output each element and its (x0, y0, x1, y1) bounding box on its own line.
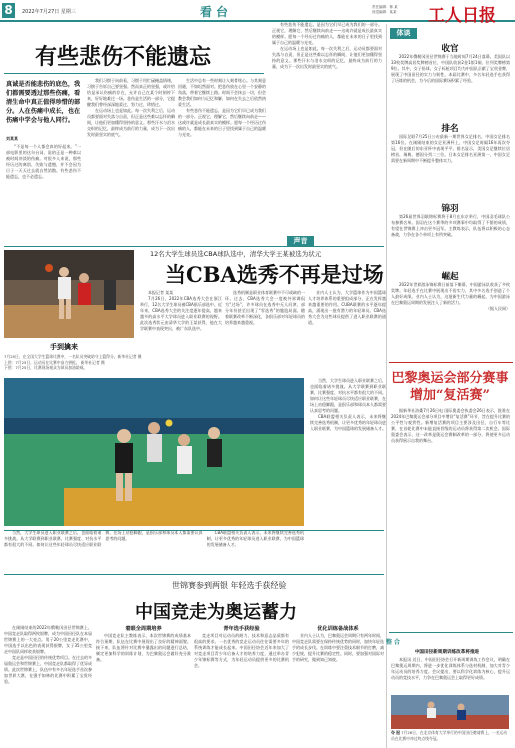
article-paragraph: 业内人士认为，巴黎奥运会周期只有两年时间，中国竞走队需要在保持传统优势的同时，加快年轻选手的成长步伐。在训练中要注重技术细节的打磨，减少犯规，提升比赛的稳定性。同时，要加强对国际对手的研究，做到知己知彼。 (292, 633, 384, 662)
brief-title: 锦羽 (441, 204, 459, 214)
article-column (178, 78, 266, 238)
article-paragraph: 本报讯 近日，中国田径协会召开新周期训练工作会议，明确在巴黎奥运周期内，将进一步优化训练体系与选材机制，加大对青少年运动员的培养力度。会议提出，要以科学化训练为核心，提升运动员的竞技水平，力争在巴黎奥运会上取得更好成绩。 (391, 657, 510, 680)
article-column (4, 625, 92, 745)
divider (389, 362, 513, 363)
main-headline: 有些悲伤不能遗忘 (35, 44, 212, 70)
section-title: 看台 (200, 5, 233, 19)
handball-photo (4, 378, 304, 526)
article-paragraph: 竞走项目对运动员的耐力、技术和意志品质都有很高的要求。一名优秀的竞走运动员往往需要多年的系统训练才能成长起来。中国田径协会近年来加大了对竞走项目青少年后备人才的培养力度，通过举办青少年锦标赛等方式，为年轻运动员提供更多的比赛机会。 (194, 633, 289, 668)
brief-title: 排名 (441, 124, 459, 134)
bottom-subhead: 世锦赛参到两银 年轻选手获经验 (172, 581, 287, 590)
article-paragraph: 有些悲伤不能遗忘，是因为它们早已成为我们的一部分。正视它，理解它，然后继续向前走——这或许就是成长最真实的模样。愿每一个经历过伤痛的人，都能在未来的日子里找到属于自己的温暖与光亮。 (272, 22, 382, 45)
brief-source: （据人民网） (486, 306, 510, 311)
article-paragraph: 业内人士认为，大学篮球作为中国篮球人才培养体系的重要组成部分，正在发挥越来越重要的作用。CUBA联赛的水平逐年提高，涌现出一批有潜力的年轻球员。CBA选秀大会为这些球员提供了进入职业联赛的通道。 (308, 290, 386, 325)
author-name: 刘某某 (6, 136, 18, 141)
article-paragraph: 中国竞走队主教练表示，本次世锦赛的成绩基本符合预期，队伍在比赛中展现出了良好的精神面貌。接下来，队伍将针对比赛中暴露出的问题进行总结，制定更加科学的训练计划，为巴黎奥运会做好充分准备。 (96, 633, 191, 662)
newspaper-logo: 工人日报 (428, 6, 496, 26)
article-paragraph: CBA联盟相关负责人表示，未来将继续完善选秀机制，让更多优秀的年轻球员进入职业联赛，为中国篮球的发展储备人才。 (310, 414, 386, 431)
article-column (292, 625, 384, 745)
olympics-headline: 巴黎奥运会部分赛事增加“复活赛” (391, 371, 509, 403)
brief-body (391, 134, 510, 198)
article-author (6, 136, 81, 236)
zhenghe-headline: 中国田径新周期训练改革将推进 (414, 650, 480, 655)
brief-title: 崛起 (441, 272, 459, 282)
brief-title: 收官 (441, 44, 459, 54)
inner-heading: 优化训练备战体系 (317, 626, 359, 632)
article-column (87, 78, 175, 238)
article-paragraph: 在运动场上也是如此。每一次失利之后，运动员都要面对失落与自责，但正是这些难以忘怀的瞬间，让他们更加懂得坚持的意义。那些汗水与泪水交织的记忆，最终成为前行的力量，成为下一次出发时最坚实的底气。 (272, 46, 382, 69)
photo-caption: 7月26日，在北京体育大学举行的中国田径邀请赛上，一名运动员在比赛中冲过终点线夺冠。 (391, 730, 508, 741)
section-tag-zhenghe: 整合 (386, 639, 403, 646)
divider (4, 246, 384, 247)
divider (4, 574, 384, 575)
inner-heading: 着眼全周期培养 (125, 626, 162, 632)
photo-caption: 7月25日，在全国大学生篮球比赛中，一名队员突破防守上篮得分。新华社记者 摄 上图：7月25日，运动员在比赛中奋力拼抢。 新华社记者 摄 下图：7月25日，比赛现场观众为球员加油助威。 (4, 354, 142, 370)
divider (389, 632, 513, 633)
brief-paragraph: 国际足联7月25日公布最新一期世界女足排名，中国女足排名第16位。在刚刚结束的女足亚洲杯上，中国女足时隔16年再次夺冠，但在随后的东亚杯中表现平平。排名显示，美国女足继续位居榜首，瑞典、德国分列二三位。日本女足排名亚洲第一，中国女足需要在新周期中不断提升整体实力。 (391, 134, 510, 163)
article-column (194, 625, 289, 745)
basketball-photo (4, 250, 134, 338)
page-number: 8 (2, 3, 15, 18)
article-paragraph: CBA联盟相关负责人表示，未来将继续完善选秀机制，让更多优秀的年轻球员进入职业联赛，为中国篮球的发展储备人才。 (206, 530, 304, 547)
article-byline: 本报记者 某某 (148, 290, 174, 295)
divider (4, 73, 264, 74)
article-column (310, 378, 386, 526)
track-photo-caption (391, 730, 510, 748)
brief-paragraph: 2022年俄勒冈田径世锦赛于当地时间7月24日落幕。美国队以33枚奖牌高居奖牌榜首位，中国队收获2金1银1铜，位列奖牌榜第9位。其中，女子铅球、女子标枪项目均为中国队贡献了宝贵金牌，展现了中国田径的实力与韧性。本届比赛中，多名年轻选手也获得了历练的机会，为今后的国际赛场积累了经验。 (391, 54, 510, 83)
issue-date: 2022年7月27日 星期三 (22, 9, 76, 15)
article-paragraph: 我们习惯于向前看，习惯于用忙碌掩盖情绪，习惯于告诉自己要坚强。然而真正的坚强，或许恰恰是承认伤痛的存在，允许自己在某个时刻停下来，好好地难过一场。悲伤是生活的一部分，它提醒我们曾经深深地爱过、努力过、珍惜过。 (87, 78, 175, 107)
lead-summary: 真诚是否能悲伤的底色，我们都需要透过那些伤痛，看清生命中真正值得珍惜的部分。人在伤痛中成长，也在伤痛中学会与他人同行。 (6, 81, 81, 124)
brief-body (391, 282, 510, 360)
article-column (140, 290, 222, 372)
photo-label: 夺 冠 (391, 730, 400, 735)
article-paragraph: 7月26日，2022年CBA选秀大会在浙江举行，12名大学生球员被CBA俱乐部选中。近年来，CBA选秀大会的关注度逐年提高，越来越多的高水平大学球员进入职业联赛的视野。此次选秀状元由清华大学的王某获得，他在大学联赛中表现突出，被广东队选中。 (140, 296, 222, 331)
brief-paragraph: 第26届世界羽联锦标赛将于8月在东京举行，中国羽毛球队公布参赛名单。国羽在这个赛季的多项赛事中均取得了不错的成绩，有望在世锦赛上冲击更多冠军。主教练表示，队伍将以积极的心态备战，力争在各个单项上有所突破。 (391, 214, 510, 237)
article-column (308, 290, 386, 372)
article-paragraph: 在运动场上也是如此。每一次失利之后，运动员都要面对失落与自责，但正是这些难以忘怀的瞬间，让他们更加懂得坚持的意义。那些汗水与泪水交织的记忆，最终成为前行的力量，成为下一次出发时最坚实的底气。 (87, 108, 175, 137)
bottom-headline: 中国竞走为奥运蓄力 (135, 602, 297, 623)
article-column (225, 290, 305, 372)
photo-title: 手到擒来 (50, 343, 78, 351)
article-paragraph: 在刚刚结束的2022年俄勒冈田径世锦赛上，中国竞走队取得两枚银牌，成为中国田径队在本届世锦赛上的一大亮点。男子20公里竞走比赛中，中国选手以出色的表现获得银牌，女子35公里竞走中国队同样收获银牌。 (4, 625, 92, 654)
editor-info: 责任编辑：林 某 视觉编辑：某某 (372, 5, 398, 14)
article-paragraph: 当然，大学生球员进入职业联赛之后，也面临着诸多挑战。从大学联赛到职业联赛，比赛强度、对抗水平都有很大的不同。如何让这些年轻球员尽快适应职业联赛，在场上站稳脚跟，是俱乐部和球员本人都需要认真思考的问题。 (310, 378, 386, 413)
article-column (96, 625, 191, 745)
article-paragraph: 生活中总有一些时刻让人刻骨铭心。与其刻意回避，不如坦然面对。把悲伤放在心里一个安静的角落，带着它继续上路。时间不会抹去一切，但会教会我们如何与记忆和解，如何在失去之后依然热爱生活。 (178, 78, 266, 107)
article-paragraph: 有些悲伤不能遗忘，是因为它们早已成为我们的一部分。正视它，理解它，然后继续向前走——这或许就是成长最真实的模样。愿每一个经历过伤痛的人，都能在未来的日子里找到属于自己的温暖与光亮。 (178, 108, 266, 137)
section-tag-tiyu: 体谈 (390, 28, 417, 39)
article-paragraph: 据新华社洛桑7月26日电 国际奥委会执委会26日表示，批准在2024年巴黎奥运会部分项目中增设“复活赛”环节，旨在提升比赛的公平性与观赏性。新增复活赛的项目主要涉及田径、自行车等比赛，在首轮比赛中未能直接晋级的运动员将获得第二次机会。国际奥委会表示，这一改革是奥运会赛制改革的一部分，将使更多运动员获得展示自我的舞台。 (391, 408, 510, 443)
article-column (4, 530, 304, 570)
brief-body (391, 54, 510, 118)
zhenghe-body (391, 657, 510, 693)
brief-body (391, 214, 510, 266)
article-paragraph: 当然，大学生球员进入职业联赛之后，也面临着诸多挑战。从大学联赛到职业联赛，比赛强度、对抗水平都有很大的不同。如何让这些年轻球员尽快适应职业联赛，在场上站稳脚跟，是俱乐部和球员本人都需要认真思考的问题。 (4, 530, 203, 547)
cba-headline: 当CBA选秀不再是过场 (165, 262, 384, 287)
olympics-body (391, 408, 510, 630)
brief-paragraph: 2022年世界游泳锦标赛日前落下帷幕，中国游泳队收获了多枚奖牌。年轻选手在比赛中展现出不俗实力，其中多名选手创造了个人最好成绩。业内人士认为，这批新生代力量的崛起，为中国游泳在巴黎奥运周期的发展注入了新的活力。 (391, 282, 510, 305)
article-column (272, 22, 382, 232)
track-photo (391, 695, 509, 729)
article-paragraph: 竞走是中国田径的传统优势项目。在过去的多届奥运会和世锦赛上，中国竞走队都取得了优异成绩。此次世锦赛上，队伍中有多名年轻选手首次参加世界大赛，在强手如林的比赛中积累了宝贵经验。 (4, 655, 92, 684)
article-paragraph: 选秀机制是职业体育联赛中不可或缺的一环。过去，CBA选秀大会一度被外界调侃为“过场”，许多球员在选秀中无人问津，部分年份甚至出现了“零选秀”的尴尬局面。随着联赛改革不断深化，各俱乐部对年轻球员的培养越来越重视。 (225, 290, 305, 325)
inner-heading: 青年选手获经验 (223, 626, 260, 632)
article-paragraph: “不是每一个人都会真的好起来。”一部电影里的这句台词，说的正是一种难以被时间冲淡的伤痛。对很多人来说，那些经历过的离别、失败与遗憾，并不会因为日子一天天过去就自然消散。有些悲伤不能遗忘，也不必遗忘。 (6, 144, 81, 179)
cba-subhead: 12名大学生球员选CBA球队选中，清华大学王某被选为状元 (150, 250, 322, 258)
page-header (0, 0, 515, 26)
section-tag-sound: 声音 (287, 236, 314, 247)
